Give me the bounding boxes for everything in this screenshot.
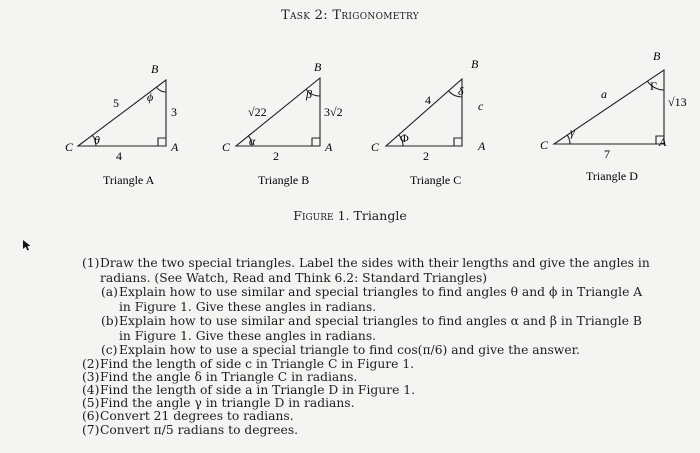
subquestion-number: (a) — [101, 285, 118, 299]
triangle-a-vertex-a: A — [171, 140, 179, 154]
figure-caption-label: Figure 1. — [293, 208, 350, 223]
triangle-d-caption: Triangle D — [586, 169, 638, 183]
triangle-b-vertex-b: B — [314, 60, 322, 74]
question-number: (6) — [82, 409, 100, 424]
triangle-b-right-angle-mark — [312, 138, 320, 146]
triangle-c-vertex-c: C — [371, 140, 380, 154]
triangle-a-vertex-b: B — [151, 62, 159, 76]
triangle-c-angle-at-b: δ — [458, 84, 464, 98]
triangle-b-side-adjacent: 2 — [273, 149, 279, 163]
triangle-b-side-hypotenuse: √22 — [248, 105, 267, 119]
question-number: (7) — [82, 422, 100, 437]
triangle-d-side-adjacent: 7 — [604, 147, 610, 161]
triangle-c-vertex-b: B — [471, 57, 479, 71]
triangle-a-caption: Triangle A — [103, 173, 155, 187]
question-1c — [82, 343, 652, 358]
triangle-c-outline — [386, 79, 462, 146]
triangle-a-angle-phi-arc — [156, 87, 166, 92]
question-text: Convert π/5 radians to degrees. — [100, 422, 299, 437]
figure-caption-text: Triangle — [353, 208, 407, 223]
subquestion-text: Explain how to use similar and special triangles to find angles α and β in Triangle B in Figure 1. Give these angles in radians. — [119, 314, 642, 343]
mouse-cursor-icon — [22, 236, 31, 255]
subquestion-number: (c) — [101, 343, 118, 357]
question-list — [82, 256, 652, 437]
triangle-b-side-opposite: 3√2 — [324, 105, 343, 119]
triangle-a-angle-at-c: θ — [94, 133, 100, 147]
triangle-c-vertex-a: A — [478, 139, 486, 153]
question-1b — [82, 314, 652, 343]
subquestion-text: Explain how to use similar and special triangles to find angles θ and ϕ in Triangle A in Figure 1. Give these angles in radians. — [119, 285, 643, 314]
triangle-a-right-angle-mark — [158, 138, 166, 146]
triangle-b-angle-at-b: β — [306, 87, 312, 101]
question-1a — [82, 285, 652, 314]
triangle-a-vertex-c: C — [65, 140, 74, 154]
question-number: (1) — [82, 256, 100, 270]
triangle-d-angle-at-b: Γ — [650, 79, 657, 93]
triangle-a-side-adjacent: 4 — [116, 149, 122, 163]
subquestion-text: Explain how to use a special triangle to find cos(π/6) and give the answer. — [119, 343, 581, 357]
question-text: Convert 21 degrees to radians. — [100, 409, 294, 424]
triangle-b-vertex-a: A — [325, 140, 333, 154]
triangle-b-angle-at-c: α — [249, 134, 256, 148]
triangle-c-caption: Triangle C — [410, 173, 462, 187]
question-number: (4) — [82, 382, 100, 397]
triangle-d-vertex-c: C — [540, 138, 549, 152]
triangle-a-side-hypotenuse: 5 — [113, 96, 119, 110]
triangle-d-vertex-a: A — [659, 135, 667, 149]
subquestion-number: (b) — [101, 314, 119, 328]
triangle-c-side-hypotenuse: 4 — [425, 93, 431, 107]
figure-caption — [0, 208, 700, 223]
question-text: Find the length of side c in Triangle C in Figure 1. — [100, 356, 415, 371]
question-7 — [82, 424, 652, 437]
triangle-b-caption: Triangle B — [258, 173, 310, 187]
question-number: (5) — [82, 396, 100, 411]
task-title: Task 2: Trigonometry — [280, 8, 420, 23]
triangle-c-side-opposite: c — [478, 99, 484, 113]
triangle-b-vertex-c: C — [222, 140, 231, 154]
triangle-d-angle-at-c: γ — [570, 125, 575, 139]
triangle-a-side-opposite: 3 — [171, 105, 177, 119]
question-text: Find the angle δ in Triangle C in radians. — [100, 369, 358, 384]
question-text: Find the angle γ in triangle D in radians. — [100, 396, 355, 411]
triangle-d-side-opposite: √13 — [668, 95, 687, 109]
question-number: (2) — [82, 356, 100, 371]
question-text: Draw the two special triangles. Label the sides with their lengths and give the angles in radians. (See Watch, Read and Think 6.2: Standard Triangles) — [100, 256, 650, 285]
triangles-figure — [0, 0, 700, 200]
triangle-c-side-adjacent: 2 — [423, 149, 429, 163]
triangle-c-angle-at-c: Φ — [400, 131, 409, 145]
triangle-a-angle-at-b: ϕ — [147, 90, 154, 104]
question-number: (3) — [82, 369, 100, 384]
question-text: Find the length of side a in Triangle D in Figure 1. — [100, 382, 415, 397]
triangle-c-right-angle-mark — [454, 138, 462, 146]
triangle-d-vertex-b: B — [653, 49, 661, 63]
question-1 — [82, 256, 652, 285]
triangle-d-side-hypotenuse: a — [601, 87, 607, 101]
